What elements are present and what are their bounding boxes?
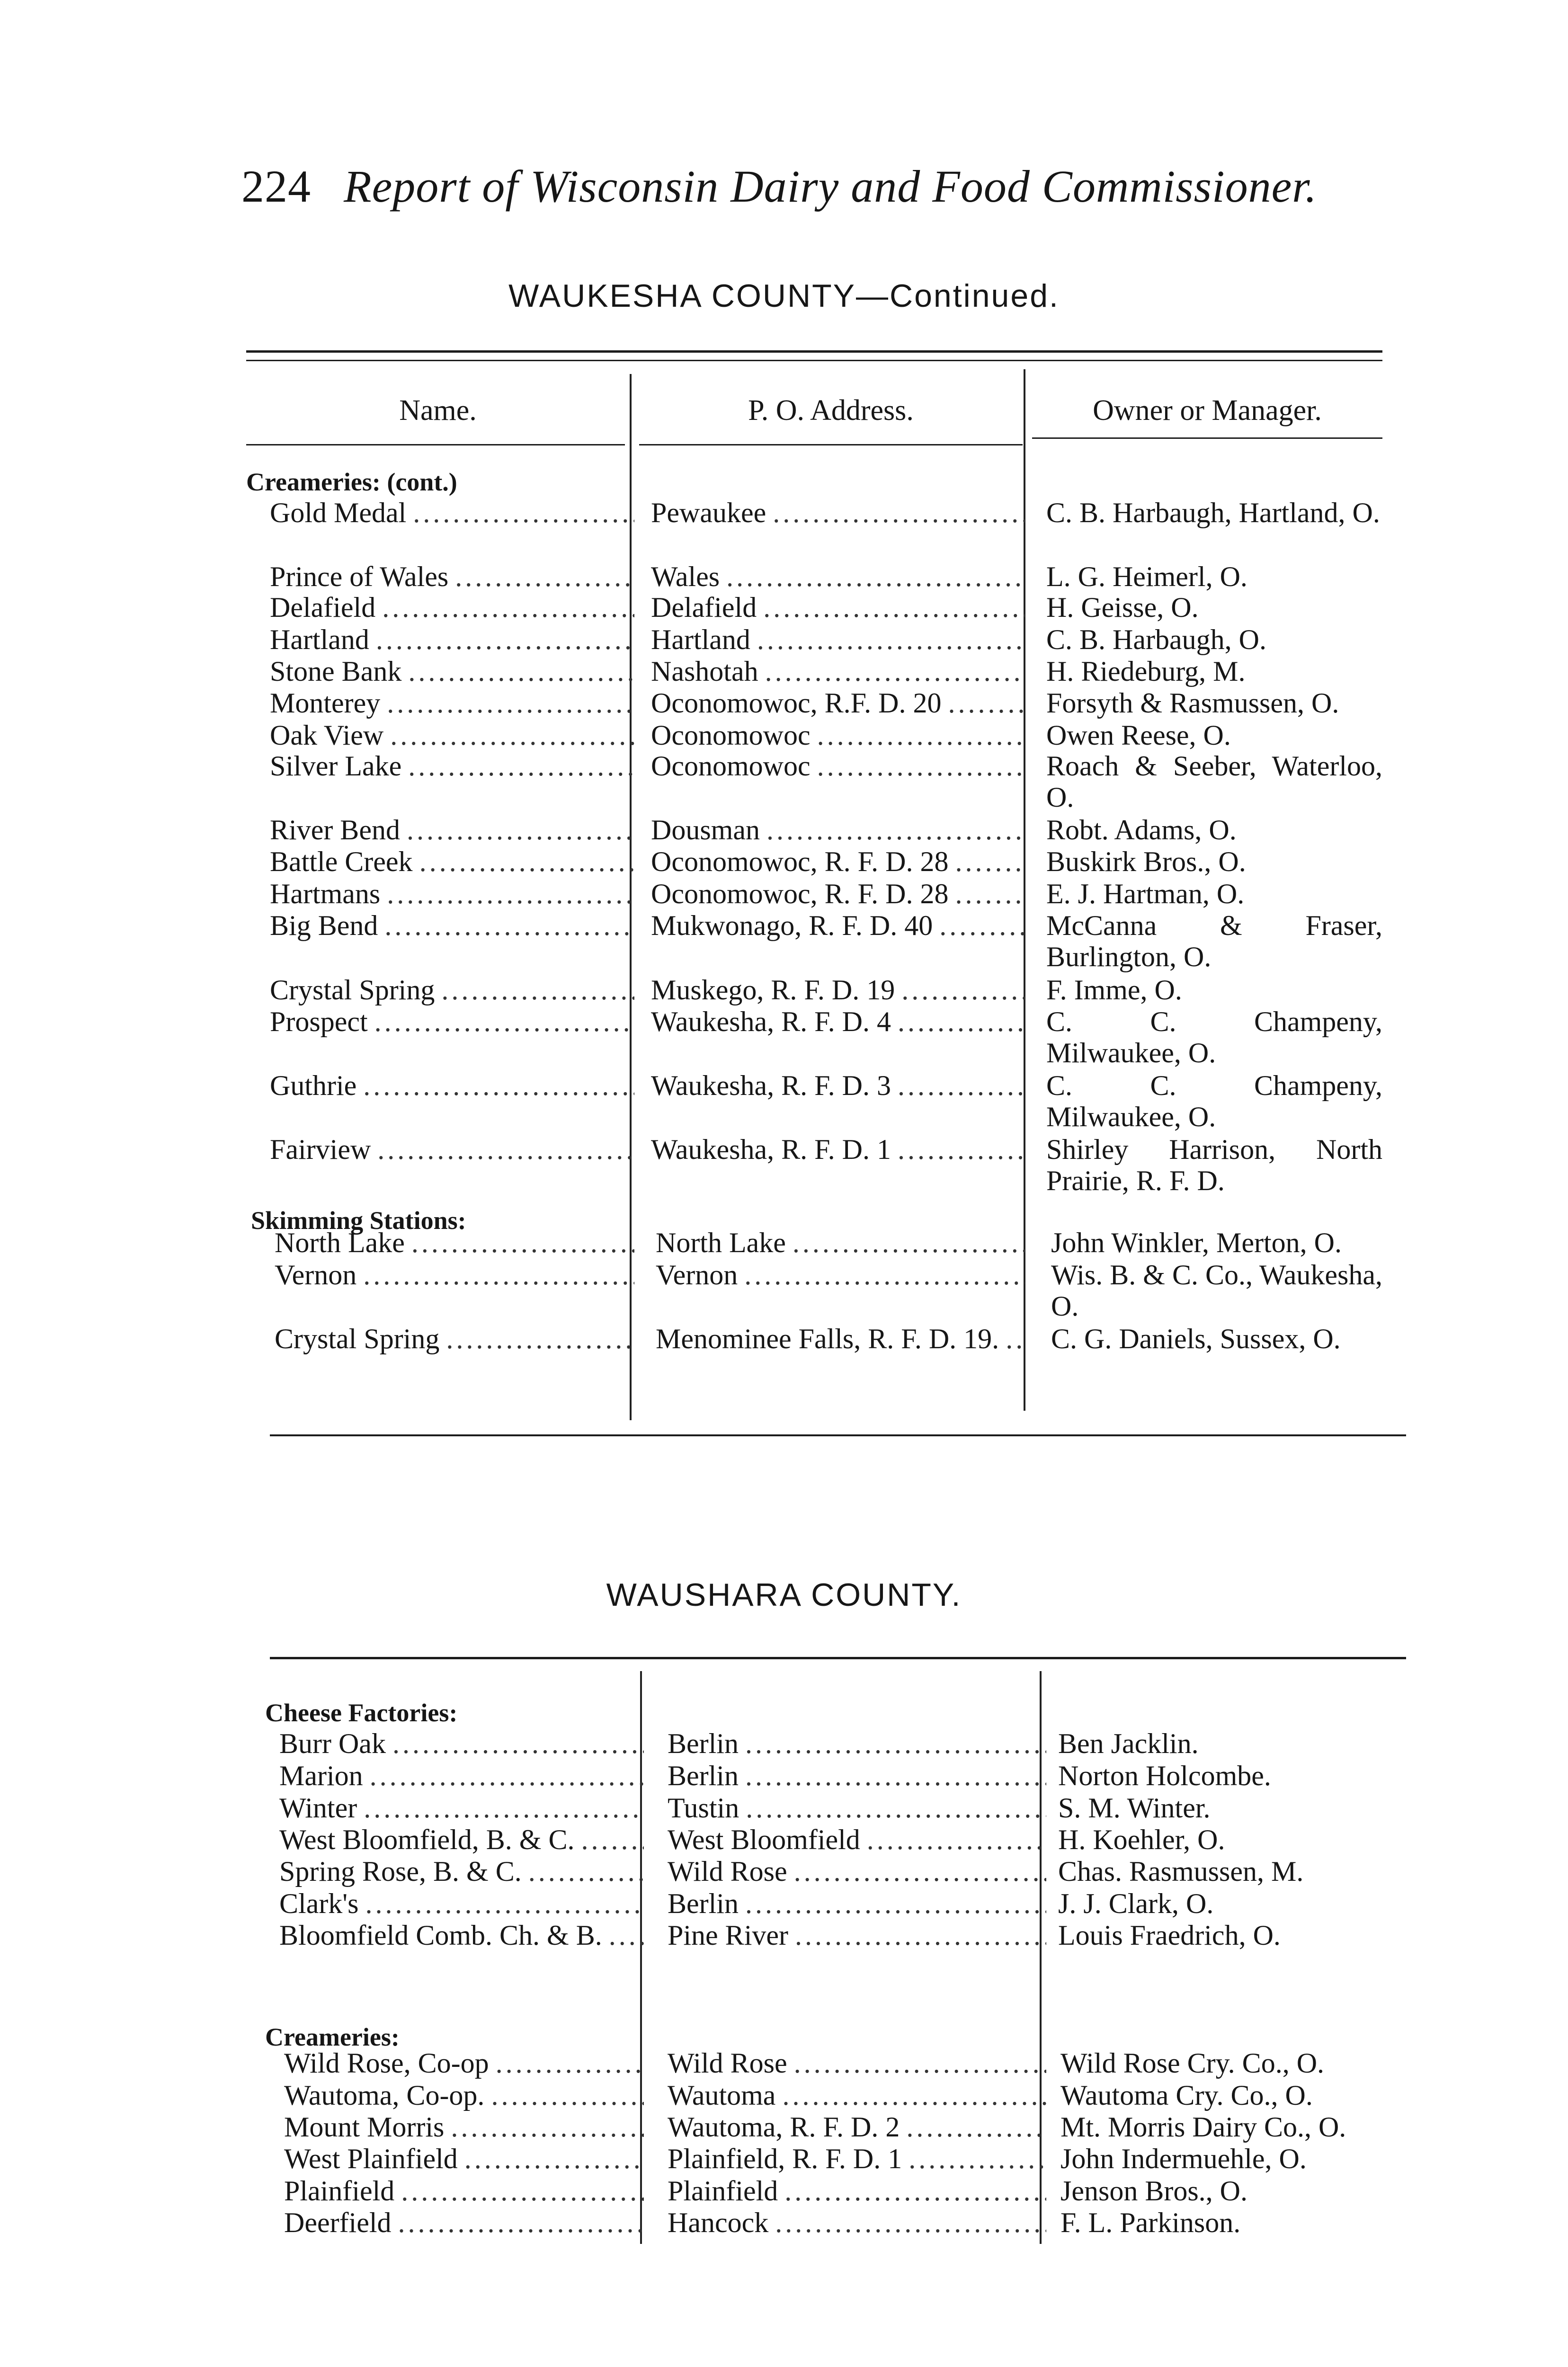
entry-owner: Wild Rose Cry. Co., O. [1060, 2047, 1325, 2079]
dot-leader [775, 2207, 1046, 2238]
entry-name [270, 750, 634, 782]
dot-leader [744, 1259, 1025, 1290]
running-title: Report of Wisconsin Dairy and Food Commissioner. [344, 161, 1317, 212]
entry-address-text: Waukesha, R. F. D. 3 [651, 1070, 891, 1101]
entry-name-text: Oak View [270, 720, 384, 751]
entry-owner: C. B. Harbaugh, Hartland, O. [1046, 497, 1380, 528]
entry-name [275, 1227, 634, 1258]
entry-name-text: Guthrie [270, 1070, 357, 1101]
entry-name-text: Deerfield [284, 2207, 392, 2238]
entry-address [651, 687, 1025, 719]
entry-name-text: West Bloomfield, B. & C. [279, 1824, 575, 1855]
entry-address [651, 974, 1025, 1006]
entry-name [270, 561, 634, 592]
entry-address [651, 750, 1025, 782]
dot-leader [784, 2175, 1046, 2207]
entry-name [284, 2047, 644, 2079]
dot-leader [364, 1792, 644, 1824]
entry-address [668, 2111, 1046, 2143]
entry-address [668, 1824, 1046, 1855]
entry-owner: C. G. Daniels, Sussex, O. [1051, 1323, 1341, 1354]
entry-name-text: Winter [279, 1792, 357, 1824]
dot-leader [794, 1856, 1046, 1887]
dot-leader [528, 1856, 644, 1887]
entry-owner: Wautoma Cry. Co., O. [1060, 2080, 1313, 2111]
dot-leader [765, 656, 1025, 687]
dot-leader [817, 720, 1025, 751]
entry-address [651, 878, 1025, 909]
entry-address-text: Hancock [668, 2207, 769, 2238]
dot-leader [898, 1070, 1025, 1101]
entry-name [284, 2175, 644, 2207]
entry-address [668, 2080, 1046, 2111]
entry-address [651, 624, 1025, 655]
entry-owner: Buskirk Bros., O. [1046, 846, 1246, 877]
dot-leader [376, 624, 634, 655]
category-label: Creameries: [265, 2023, 400, 2051]
entry-owner: L. G. Heimerl, O. [1046, 561, 1247, 592]
entry-address-text: Pewaukee [651, 497, 766, 528]
entry-owner: Chas. Rasmussen, M. [1058, 1856, 1304, 1887]
entry-address-text: Vernon [656, 1259, 738, 1290]
entry-name [270, 814, 634, 845]
dot-leader [374, 1006, 634, 1037]
dot-leader [392, 1728, 644, 1759]
entry-address [668, 1920, 1046, 1951]
entry-address-text: Wild Rose [668, 2047, 787, 2079]
dot-leader [901, 974, 1025, 1006]
entry-name-text: Mount Morris [284, 2111, 445, 2143]
dot-leader [464, 2143, 644, 2174]
entry-address-text: Waukesha, R. F. D. 4 [651, 1006, 891, 1037]
entry-address [668, 1856, 1046, 1887]
entry-name [270, 1134, 634, 1165]
entry-address [668, 1728, 1046, 1759]
entry-address [668, 2207, 1046, 2238]
dot-leader [782, 2080, 1046, 2111]
entry-name-text: Crystal Spring [270, 974, 435, 1006]
entry-address-text: North Lake [656, 1227, 786, 1258]
entry-owner: S. M. Winter. [1058, 1792, 1211, 1824]
entry-owner: Shirley Harrison, North Prairie, R. F. D. [1046, 1134, 1382, 1196]
dot-leader [898, 1006, 1025, 1037]
entry-owner: Louis Fraedrich, O. [1058, 1920, 1281, 1951]
entry-name-text: Wild Rose, Co-op [284, 2047, 489, 2079]
column-header-address: P. O. Address. [748, 394, 914, 427]
entry-address [651, 1134, 1025, 1165]
entry-name-text: Plainfield [284, 2175, 395, 2207]
entry-name-text: North Lake [275, 1227, 405, 1258]
dot-leader [413, 497, 634, 528]
entry-address-text: Berlin [668, 1760, 739, 1791]
dot-leader [411, 1227, 634, 1258]
entry-owner: C. C. Champeny, Milwaukee, O. [1046, 1006, 1382, 1068]
dot-leader [794, 2047, 1046, 2079]
dot-leader [496, 2047, 644, 2079]
dot-leader [407, 814, 634, 845]
entry-name-text: Spring Rose, B. & C. [279, 1856, 522, 1887]
header-underline-name [246, 444, 625, 445]
entry-owner: John Winkler, Merton, O. [1051, 1227, 1342, 1258]
entry-name [284, 2143, 644, 2174]
table-top-rule [270, 1657, 1406, 1659]
entry-owner: E. J. Hartman, O. [1046, 878, 1245, 909]
entry-name [270, 720, 634, 751]
entry-name-text: Gold Medal [270, 497, 407, 528]
entry-name-text: Prince of Wales [270, 561, 449, 592]
entry-address-text: Oconomowoc, R. F. D. 28 [651, 878, 949, 909]
entry-name [270, 656, 634, 687]
entry-owner: F. Imme, O. [1046, 974, 1182, 1006]
dot-leader [455, 561, 634, 592]
dot-leader [867, 1824, 1046, 1855]
entry-address-text: Wales [651, 561, 720, 592]
dot-leader [745, 1888, 1046, 1919]
entry-address [656, 1323, 1025, 1354]
dot-leader [382, 592, 634, 623]
entry-address [651, 561, 1025, 592]
entry-name [275, 1259, 634, 1290]
entry-name-text: Monterey [270, 687, 381, 719]
dot-leader [387, 687, 634, 719]
entry-owner: Jenson Bros., O. [1060, 2175, 1248, 2207]
entry-address-text: Berlin [668, 1728, 739, 1759]
page-number: 224 [241, 161, 311, 212]
entry-address-text: West Bloomfield [668, 1824, 860, 1855]
table-top-rule [246, 350, 1382, 353]
entry-name [279, 1856, 644, 1887]
entry-address [651, 814, 1025, 845]
entry-address-text: Muskego, R. F. D. 19 [651, 974, 895, 1006]
entry-name [270, 1006, 634, 1037]
entry-address [656, 1227, 1025, 1258]
dot-leader [726, 561, 1025, 592]
entry-owner: F. L. Parkinson. [1060, 2207, 1241, 2238]
entry-name [279, 1888, 644, 1919]
entry-address-text: Delafield [651, 592, 757, 623]
entry-name-text: Clark's [279, 1888, 359, 1919]
dot-leader [365, 1888, 644, 1919]
entry-name-text: Hartmans [270, 878, 381, 909]
dot-leader [795, 1920, 1046, 1951]
table-top-rule-thin [246, 360, 1382, 361]
dot-leader [817, 750, 1025, 782]
entry-name [284, 2111, 644, 2143]
dot-leader [363, 1070, 634, 1101]
dot-leader [948, 687, 1025, 719]
entry-name [270, 846, 634, 877]
entry-name-text: West Plainfield [284, 2143, 458, 2174]
entry-name-text: Hartland [270, 624, 369, 655]
entry-address-text: Pine River [668, 1920, 788, 1951]
entry-name [279, 1792, 644, 1824]
entry-address [651, 1006, 1025, 1037]
category-label: Cheese Factories: [265, 1699, 458, 1727]
waukesha-section-title: WAUKESHA COUNTY—Continued. [508, 278, 1060, 314]
dot-leader [609, 1920, 644, 1951]
entry-address [668, 1760, 1046, 1791]
dot-leader [745, 1728, 1046, 1759]
entry-address-text: Oconomowoc [651, 750, 811, 782]
entry-address-text: Mukwonago, R. F. D. 40 [651, 910, 933, 941]
dot-leader [370, 1760, 644, 1791]
header-underline-address [639, 444, 1023, 445]
entry-owner: H. Riedeburg, M. [1046, 656, 1246, 687]
dot-leader [441, 974, 634, 1006]
entry-name-text: Battle Creek [270, 846, 413, 877]
dot-leader [398, 2207, 644, 2238]
entry-owner: Norton Holcombe. [1058, 1760, 1271, 1791]
entry-owner: H. Koehler, O. [1058, 1824, 1225, 1855]
entry-address-text: Hartland [651, 624, 750, 655]
dot-leader [1006, 1323, 1025, 1354]
dot-leader [446, 1323, 634, 1354]
entry-address-text: Plainfield, R. F. D. 1 [668, 2143, 902, 2174]
entry-name-text: Big Bend [270, 910, 378, 941]
entry-owner: C. B. Harbaugh, O. [1046, 624, 1266, 655]
entry-name-text: Burr Oak [279, 1728, 386, 1759]
entry-address [651, 592, 1025, 623]
entry-name [270, 910, 634, 941]
dot-leader [757, 624, 1025, 655]
dot-leader [909, 2143, 1046, 2174]
dot-leader [390, 720, 634, 751]
entry-name-text: Crystal Spring [275, 1323, 440, 1354]
entry-address-text: Wild Rose [668, 1856, 787, 1887]
entry-name-text: Wautoma, Co-op. [284, 2080, 485, 2111]
entry-address [651, 910, 1025, 941]
entry-address [668, 2175, 1046, 2207]
entry-name [284, 2207, 644, 2238]
entry-name [270, 624, 634, 655]
entry-name-text: River Bend [270, 814, 400, 845]
entry-address [668, 2047, 1046, 2079]
dot-leader [955, 878, 1025, 909]
dot-leader [763, 592, 1025, 623]
column-header-owner: Owner or Manager. [1093, 394, 1322, 427]
entry-address [651, 720, 1025, 751]
dot-leader [746, 1792, 1046, 1824]
dot-leader [401, 2175, 644, 2207]
entry-address-text: Oconomowoc, R.F. D. 20 [651, 687, 942, 719]
entry-owner: J. J. Clark, O. [1058, 1888, 1214, 1919]
entry-address-text: Oconomowoc, R. F. D. 28 [651, 846, 949, 877]
entry-address [651, 1070, 1025, 1101]
dot-leader [408, 656, 634, 687]
entry-owner: Forsyth & Rasmussen, O. [1046, 687, 1339, 719]
dot-leader [793, 1227, 1025, 1258]
waushara-section-title: WAUSHARA COUNTY. [606, 1577, 962, 1613]
entry-address-text: Dousman [651, 814, 760, 845]
column-header-name: Name. [399, 394, 477, 427]
entry-owner: John Indermuehle, O. [1060, 2143, 1307, 2174]
dot-leader [384, 910, 634, 941]
entry-name-text: Bloomfield Comb. Ch. & B. [279, 1920, 602, 1951]
entry-name-text: Delafield [270, 592, 376, 623]
dot-leader [581, 1824, 644, 1855]
entry-name-text: Stone Bank [270, 656, 402, 687]
entry-address-text: Wautoma, R. F. D. 2 [668, 2111, 900, 2143]
entry-name [270, 497, 634, 528]
entry-name [270, 878, 634, 909]
dot-leader [766, 814, 1025, 845]
entry-address-text: Menominee Falls, R. F. D. 19. [656, 1323, 999, 1354]
entry-address-text: Oconomowoc [651, 720, 811, 751]
dot-leader [491, 2080, 644, 2111]
entry-name [284, 2080, 644, 2111]
dot-leader [419, 846, 634, 877]
entry-owner: Ben Jacklin. [1058, 1728, 1199, 1759]
entry-owner: C. C. Champeny, Milwaukee, O. [1046, 1070, 1382, 1132]
entry-name [275, 1323, 634, 1354]
entry-owner: Roach & Seeber, Waterloo, O. [1046, 750, 1382, 813]
entry-address [668, 1792, 1046, 1824]
dot-leader [773, 497, 1025, 528]
entry-address [668, 2143, 1046, 2174]
entry-name-text: Silver Lake [270, 750, 402, 782]
entry-name [279, 1920, 644, 1951]
dot-leader [451, 2111, 644, 2143]
dot-leader [363, 1259, 634, 1290]
entry-address [668, 1888, 1046, 1919]
header-underline-owner [1032, 437, 1382, 439]
entry-name-text: Vernon [275, 1259, 357, 1290]
entry-owner: Robt. Adams, O. [1046, 814, 1237, 845]
entry-address [651, 656, 1025, 687]
category-label: Creameries: (cont.) [246, 468, 457, 496]
dot-leader [387, 878, 634, 909]
entry-owner: McCanna & Fraser, Burlington, O. [1046, 910, 1382, 972]
entry-name [270, 687, 634, 719]
entry-name-text: Marion [279, 1760, 363, 1791]
page-header [241, 160, 1317, 213]
entry-name-text: Fairview [270, 1134, 371, 1165]
dot-leader [745, 1760, 1046, 1791]
entry-name [279, 1728, 644, 1759]
entry-address-text: Plainfield [668, 2175, 778, 2207]
entry-name [270, 974, 634, 1006]
entry-name [270, 1070, 634, 1101]
entry-owner: Mt. Morris Dairy Co., O. [1060, 2111, 1346, 2143]
dot-leader [898, 1134, 1025, 1165]
entry-owner: H. Geisse, O. [1046, 592, 1199, 623]
entry-address-text: Tustin [668, 1792, 739, 1824]
category-label: Skimming Stations: [251, 1206, 466, 1235]
entry-address-text: Berlin [668, 1888, 739, 1919]
table-bottom-rule [270, 1434, 1406, 1436]
entry-owner: Wis. B. & C. Co., Waukesha, O. [1051, 1259, 1382, 1322]
entry-address [651, 846, 1025, 877]
entry-name [279, 1760, 644, 1791]
dot-leader [939, 910, 1025, 941]
entry-address-text: Waukesha, R. F. D. 1 [651, 1134, 891, 1165]
entry-name [270, 592, 634, 623]
entry-name-text: Prospect [270, 1006, 368, 1037]
entry-address-text: Wautoma [668, 2080, 776, 2111]
dot-leader [377, 1134, 634, 1165]
entry-address [656, 1259, 1025, 1290]
entry-owner: Owen Reese, O. [1046, 720, 1231, 751]
entry-address [651, 497, 1025, 528]
dot-leader [408, 750, 634, 782]
entry-address-text: Nashotah [651, 656, 758, 687]
entry-name [279, 1824, 644, 1855]
dot-leader [906, 2111, 1046, 2143]
dot-leader [955, 846, 1025, 877]
